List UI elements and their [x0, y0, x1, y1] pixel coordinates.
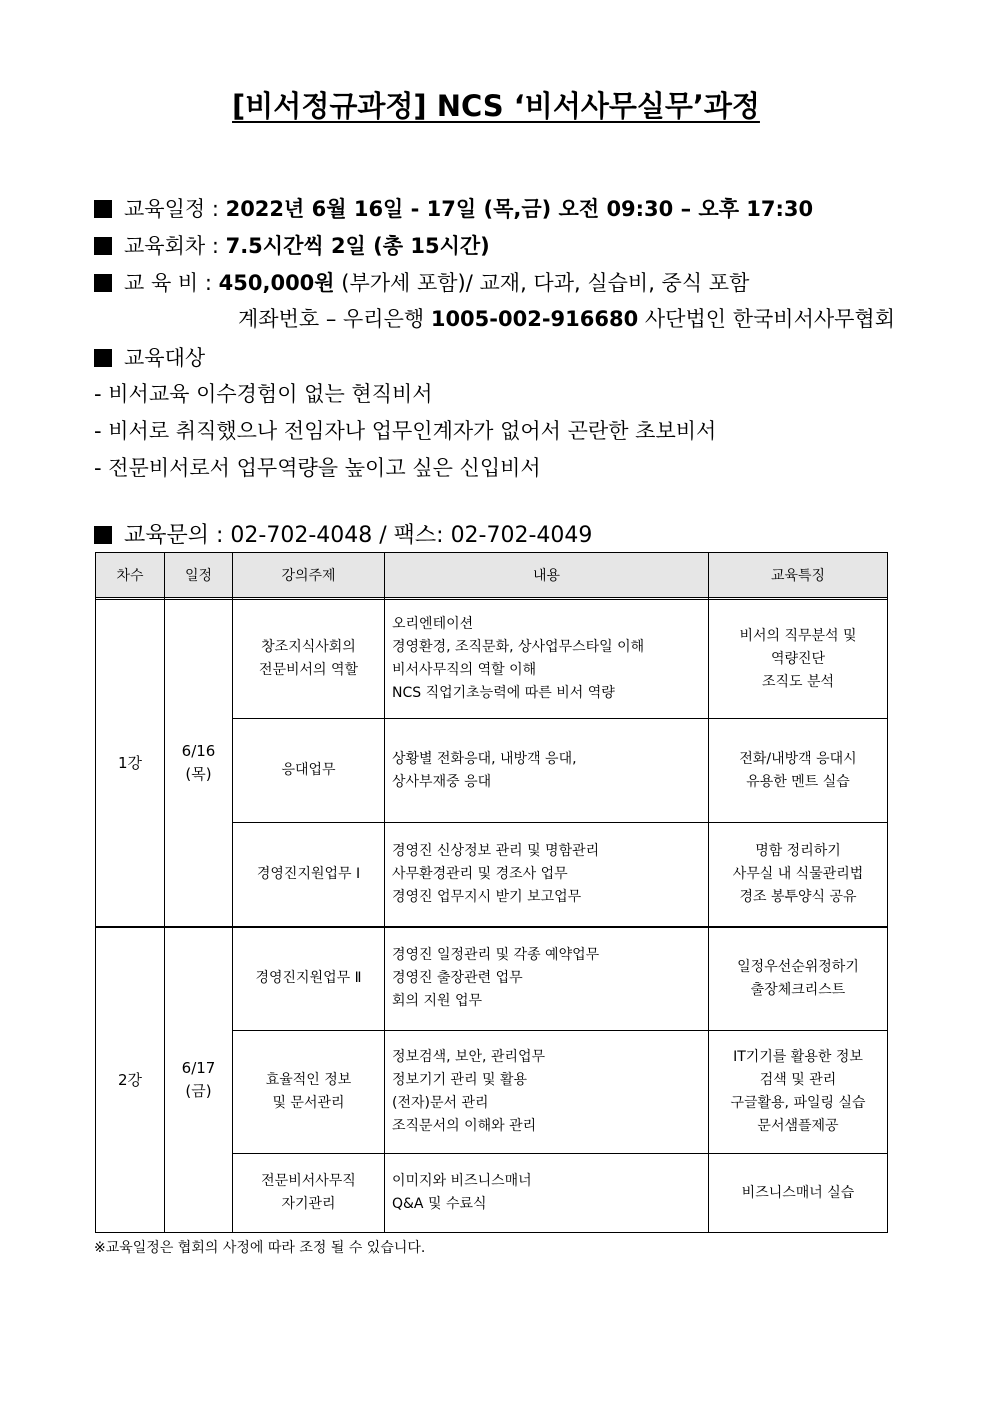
square-bullet-icon	[94, 237, 112, 255]
feature-cell: 비서의 직무분석 및 역량진단 조직도 분석	[709, 600, 888, 719]
header-date: 일정	[165, 553, 233, 598]
topic-cell: 창조지식사회의 전문비서의 역할	[233, 600, 385, 719]
target-item: - 비서교육 이수경험이 없는 현직비서	[94, 382, 433, 406]
header-feature: 교육특징	[709, 553, 888, 598]
square-bullet-icon	[94, 274, 112, 292]
header-session: 차수	[96, 553, 165, 598]
target-item: - 전문비서로서 업무역량을 높이고 싶은 신입비서	[94, 456, 541, 480]
content-cell: 경영진 신상정보 관리 및 명함관리 사무환경관리 및 경조사 업무 경영진 업무지시 받기 보고업무	[385, 823, 709, 927]
schedule-line: 교육일정 : 2022년 6월 16일 - 17일 (목,금) 오전 09:30 – 오후 17:30	[94, 193, 813, 223]
page-title: [비서정규과정] NCS ‘비서사무실무’과정	[232, 89, 760, 123]
table-row	[96, 927, 888, 1031]
target-heading: 교육대상	[94, 342, 205, 372]
topic-cell: 응대업무	[233, 719, 385, 823]
sessions-line: 교육회차 : 7.5시간씩 2일 (총 15시간)	[94, 230, 490, 260]
topic-cell: 전문비서사무직 자기관리	[233, 1154, 385, 1233]
header-content: 내용	[385, 553, 709, 598]
content-cell: 경영진 일정관리 및 각종 예약업무 경영진 출장관련 업무 회의 지원 업무	[385, 927, 709, 1031]
feature-cell: IT기기를 활용한 정보 검색 및 관리 구글활용, 파일링 실습 문서샘플제공	[709, 1031, 888, 1154]
fee-line: 교 육 비 : 450,000원 (부가세 포함)/ 교재, 다과, 실습비, 중식 포함	[94, 267, 749, 297]
contact-line: 교육문의 : 02-702-4048 / 팩스: 02-702-4049	[94, 518, 592, 549]
target-item: - 비서로 취직했으나 전임자나 업무인계자가 없어서 곤란한 초보비서	[94, 419, 717, 443]
square-bullet-icon	[94, 200, 112, 218]
account-line: 계좌번호 – 우리은행 1005-002-916680 사단법인 한국비서사무협회	[238, 307, 896, 331]
feature-cell: 전화/내방객 응대시 유용한 멘트 실습	[709, 719, 888, 823]
feature-cell: 명함 정리하기 사무실 내 식물관리법 경조 봉투양식 공유	[709, 823, 888, 927]
topic-cell: 효율적인 정보 및 문서관리	[233, 1031, 385, 1154]
feature-cell: 일정우선순위정하기 출장체크리스트	[709, 927, 888, 1031]
topic-cell: 경영진지원업무 Ⅱ	[233, 927, 385, 1031]
date-cell: 6/17 (금)	[165, 927, 233, 1233]
date-cell: 6/16 (목)	[165, 600, 233, 927]
header-topic: 강의주제	[233, 553, 385, 598]
table-row	[96, 600, 888, 719]
session-cell: 2강	[96, 927, 165, 1233]
content-cell: 상황별 전화응대, 내방객 응대, 상사부재중 응대	[385, 719, 709, 823]
content-cell: 오리엔테이션 경영환경, 조직문화, 상사업무스타일 이해 비서사무직의 역할 이해 NCS 직업기초능력에 따른 비서 역량	[385, 600, 709, 719]
square-bullet-icon	[94, 349, 112, 367]
footnote: ※교육일정은 협회의 사정에 따라 조정 될 수 있습니다.	[94, 1240, 426, 1256]
table-header-row	[96, 553, 888, 598]
square-bullet-icon	[94, 526, 112, 544]
schedule-table	[95, 552, 888, 1233]
session-cell: 1강	[96, 600, 165, 927]
feature-cell: 비즈니스매너 실습	[709, 1154, 888, 1233]
content-cell: 정보검색, 보안, 관리업무 정보기기 관리 및 활용 (전자)문서 관리 조직문서의 이해와 관리	[385, 1031, 709, 1154]
topic-cell: 경영진지원업무 Ⅰ	[233, 823, 385, 927]
content-cell: 이미지와 비즈니스매너 Q&A 및 수료식	[385, 1154, 709, 1233]
